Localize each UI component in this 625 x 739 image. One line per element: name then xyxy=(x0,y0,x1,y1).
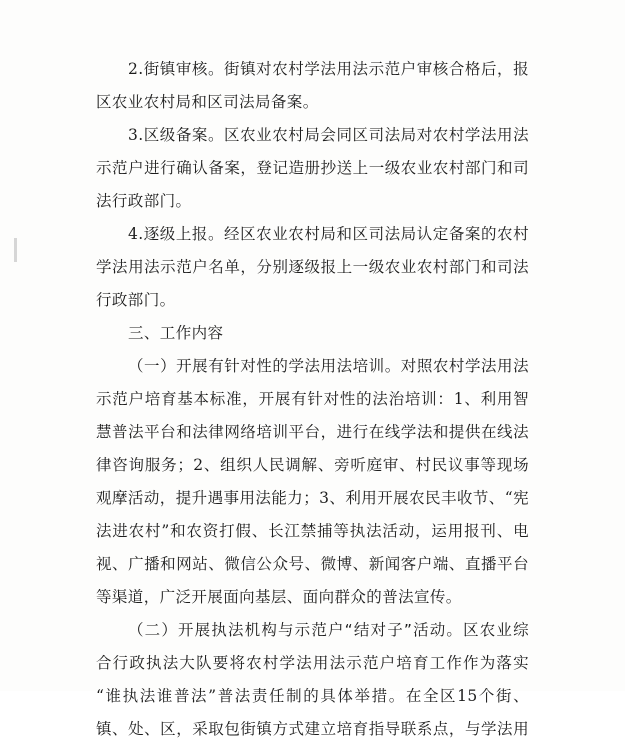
subsection-heading: （一）开展有针对性的学法用法培训。 xyxy=(128,357,401,375)
paragraph-line xyxy=(128,620,529,640)
subsection-heading: （二）开展执法机构与示范户“结对子”活动。 xyxy=(128,621,464,639)
paragraph-line: 区农业农村局和区司法局备案。 xyxy=(96,93,319,111)
paragraph-line: 学法用法示范户名单，分别逐级报上一级农业农村部门和司法 xyxy=(96,258,529,276)
paragraph-line: 视、广播和网站、微信公众号、微博、新闻客户端、直播平台 xyxy=(96,555,529,573)
section-heading: 三、工作内容 xyxy=(128,324,224,342)
paragraph-line: 慧普法平台和法律网络培训平台，进行在线学法和提供在线法 xyxy=(96,423,529,441)
paragraph-line: 法行政部门。 xyxy=(96,192,192,210)
paragraph-text: 区农业综 xyxy=(463,621,529,639)
paragraph-line: 观摩活动，提升遇事用法能力；3、利用开展农民丰收节、“宪 xyxy=(96,489,529,507)
paragraph-text: 对照农村学法用法 xyxy=(400,357,529,375)
paragraph-line: 2.街镇审核。街镇对农村学法用法示范户审核合格后，报 xyxy=(128,60,529,78)
scan-edge-mark xyxy=(14,238,17,262)
paragraph-line: 合行政执法大队要将农村学法用法示范户培育工作作为落实 xyxy=(96,654,529,672)
paragraph-line xyxy=(128,356,529,376)
paragraph-line: 3.区级备案。区农业农村局会同区司法局对农村学法用法 xyxy=(128,126,529,144)
paragraph-line: 等渠道，广泛开展面向基层、面向群众的普法宣传。 xyxy=(96,588,462,606)
paragraph-line: 镇、处、区，采取包街镇方式建立培育指导联系点，与学法用 xyxy=(96,720,529,738)
paragraph-line: 行政部门。 xyxy=(96,291,176,309)
paragraph-line: “谁执法谁普法”普法责任制的具体举措。在全区15个街、 xyxy=(96,687,529,705)
paragraph-line: 律咨询服务；2、组织人民调解、旁听庭审、村民议事等现场 xyxy=(96,456,529,474)
paragraph-line: 示范户培育基本标准，开展有针对性的法治培训：1、利用智 xyxy=(96,390,529,408)
paragraph-line: 法进农村”和农资打假、长江禁捕等执法活动，运用报刊、电 xyxy=(96,522,529,540)
paragraph-line: 示范户进行确认备案，登记造册抄送上一级农业农村部门和司 xyxy=(96,159,529,177)
paragraph-line: 4.逐级上报。经区农业农村局和区司法局认定备案的农村 xyxy=(128,225,529,243)
